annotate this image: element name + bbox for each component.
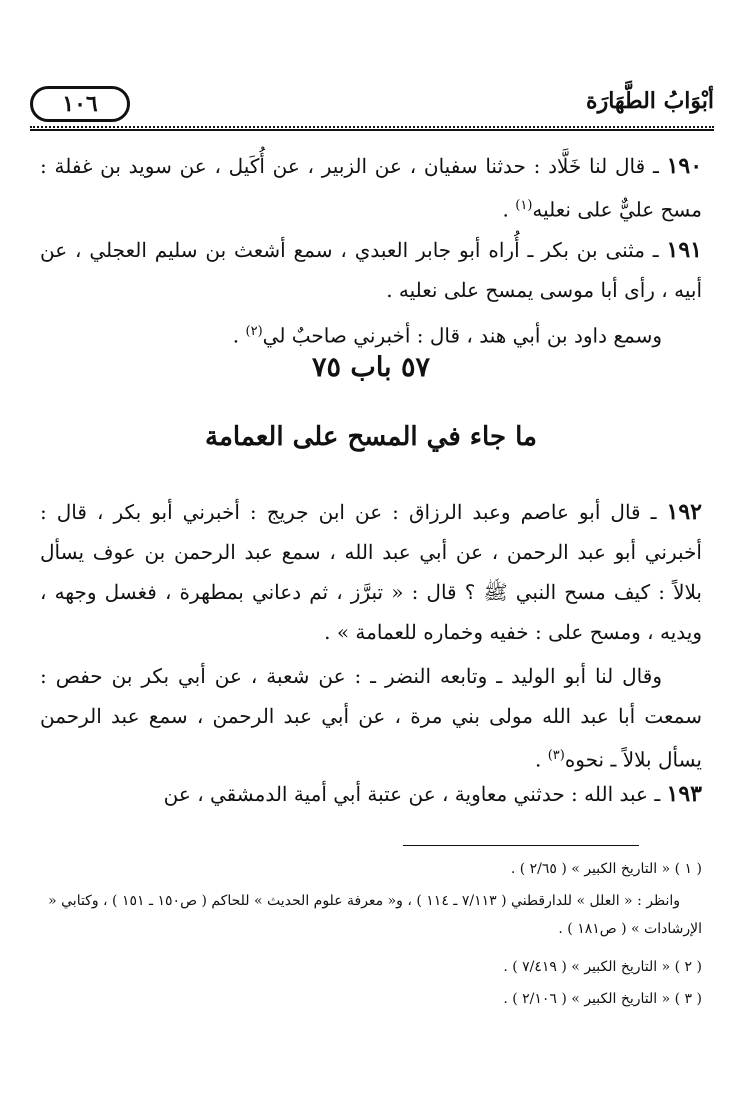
- hadith-number: ١٩١: [666, 237, 702, 263]
- footnote-1-see-also: وانظر : « العلل » للدارقطني ( ٧/١١٣ ـ ١١٤ ) ، و« معرفة علوم الحديث » للحاكم ( ص١٥٠ ـ ١٥١ ) ، وكتابي « الإرشادات » ( ص١٨١ ) .: [48, 893, 702, 937]
- hadith-number: ١٩٠: [666, 153, 703, 179]
- footnote-rule: [403, 845, 639, 846]
- header-rule: [30, 126, 714, 131]
- hadith-end: .: [232, 323, 246, 348]
- hadith-193: [40, 774, 702, 814]
- footnote-2: ( ٢ ) « التاريخ الكبير » ( ٧/٤١٩ ) .: [503, 959, 702, 975]
- hadith-text: ـ قال أبو عاصم وعبد الرزاق : عن ابن جريج : أخبرني أبو بكر ، قال : أخبرني أبو عبد الرحمن ، عن أبي عبد الله ، سمع عبد الرحمن بن عوف يسأل بلالاً : كيف مسح النبي ﷺ ؟ قال : « تبرَّز ، ثم دعاني بمطهرة ، فغسل وجهه ، ويديه ، ومسح على : خفيه وخماره للعمامة » .: [40, 500, 702, 644]
- hadith-192: [40, 492, 702, 652]
- page-number: ١٠٦: [30, 86, 130, 122]
- hadith-number: ١٩٣: [666, 781, 702, 807]
- footnote-ref: (٢): [245, 324, 263, 339]
- footnote-ref: (٣): [547, 748, 565, 763]
- footnote-3: ( ٣ ) « التاريخ الكبير » ( ٢/١٠٦ ) .: [503, 991, 702, 1007]
- hadith-text: ـ قال لنا خَلَّاد : حدثنا سفيان ، عن الزبير ، عن أُكَيل ، عن سويد بن غفلة : مسح عليٌّ على نعليه: [40, 154, 702, 222]
- chapter-title: ما جاء في المسح على العمامة: [205, 422, 537, 452]
- hadith-end: .: [502, 197, 516, 222]
- footnote-1: ( ١ ) « التاريخ الكبير » ( ٢/٦٥ ) .: [510, 861, 702, 877]
- continuation-text: وسمع داود بن أبي هند ، قال : أخبرني صاحبٌ لي: [262, 323, 662, 348]
- hadith-191-continuation: [40, 312, 702, 356]
- chapter-number: ٥٧ باب ٧٥: [312, 352, 430, 383]
- hadith-190: [40, 146, 702, 230]
- hadith-text: ـ مثنى بن بكر ـ أُراه أبو جابر العبدي ، سمع أشعث بن سليم العجلي ، عن أبيه ، رأى أبا موسى يمسح على نعليه .: [40, 238, 702, 302]
- page-header: [30, 86, 714, 126]
- running-title: أبْوَابُ الطَّهَارَة: [586, 88, 714, 114]
- hadith-number: ١٩٢: [666, 499, 702, 525]
- hadith-text: ـ عبد الله : حدثني معاوية ، عن عتبة أبي أمية الدمشقي ، عن: [163, 782, 661, 806]
- continuation-text: وقال لنا أبو الوليد ـ وتابعه النضر ـ : عن شعبة ، عن أبي بكر بن حفص : سمعت أبا عبد الله مولى بني مرة ، عن أبي عبد الرحمن ، سمع عبد الرحمن يسأل بلالاً ـ نحوه: [40, 664, 702, 772]
- hadith-191: [40, 230, 702, 310]
- hadith-192-continuation: [40, 656, 702, 780]
- footnote-ref: (١): [515, 198, 533, 213]
- hadith-end: .: [534, 747, 548, 772]
